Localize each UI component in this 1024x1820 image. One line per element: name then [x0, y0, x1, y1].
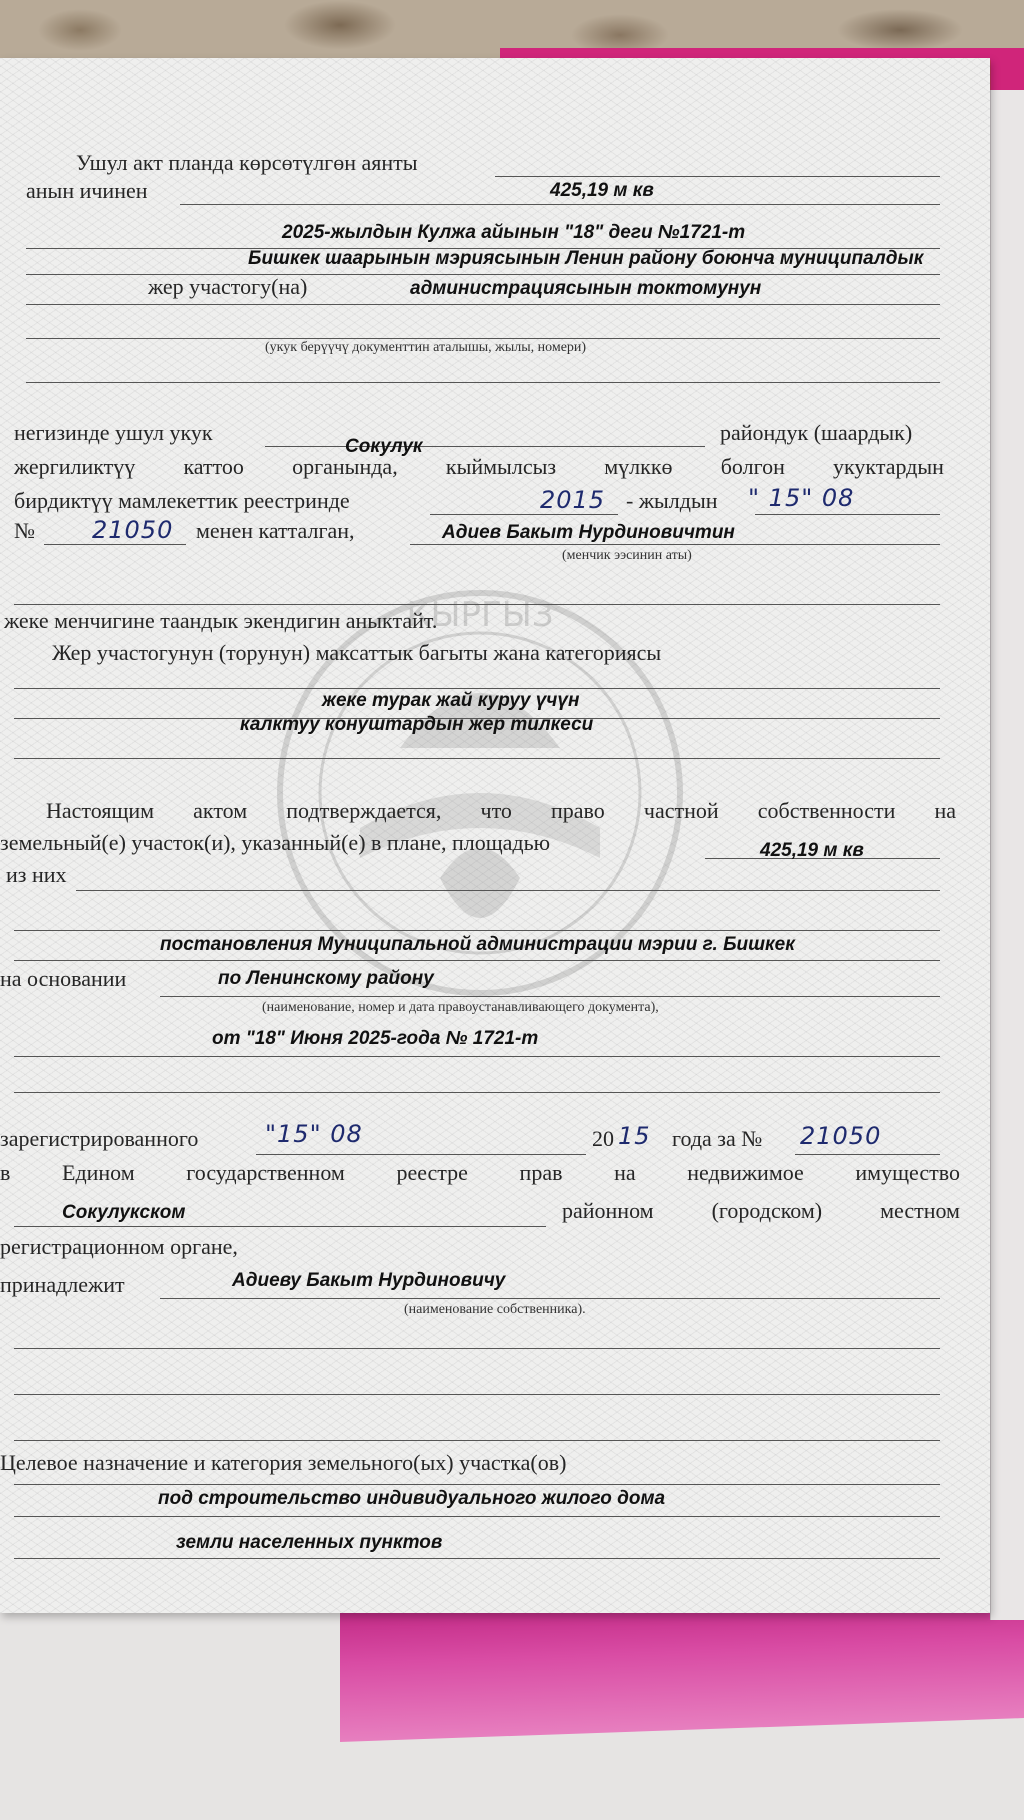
kg-of-them-label: анын ичинен [26, 178, 148, 203]
kg-word: кыймылсыз [445, 454, 557, 479]
kg-word: болгон [720, 454, 785, 479]
certificate-page [0, 58, 990, 1613]
ru-word: районном [562, 1198, 654, 1223]
ru-purpose-line-1 [14, 1484, 940, 1485]
ru-line-decree [14, 960, 940, 961]
kg-number-prefix: № [14, 518, 35, 543]
ru-purpose-line2: земли населенных пунктов [176, 1532, 443, 1553]
ru-purpose-title: Целевое назначение и категория земельного(ых) участка(ов) [0, 1450, 567, 1475]
ru-line-blank-2 [14, 1092, 940, 1093]
kg-area-value: 425,19 м кв [550, 180, 654, 201]
ru-word: недвижимое [687, 1160, 804, 1185]
ru-district-value: Сокулукском [62, 1202, 186, 1223]
ru-reg-year-handwritten: 15 [618, 1122, 651, 1150]
kg-ownership-confirm: жеке менчигине таандык экендигин аныктайт. [4, 608, 438, 633]
ru-word: реестре [396, 1160, 468, 1185]
kg-area-line [495, 176, 940, 177]
kg-line-7 [26, 382, 940, 383]
kg-purpose-line2: калктуу конуштардын жер тилкеси [240, 714, 594, 735]
next-page-edge [990, 90, 1024, 1620]
ru-registered-prefix: зарегистрированного [0, 1126, 199, 1151]
ru-plot-line: земельный(е) участок(и), указанный(е) в плане, площадью [0, 830, 551, 855]
kg-line-blank [14, 604, 940, 605]
kg-district-line [265, 446, 705, 447]
ru-word: (городском) [711, 1198, 823, 1223]
kg-line-6 [26, 338, 940, 339]
ru-owner-line [160, 1298, 940, 1299]
kg-purpose-line1: жеке турак жай куруу үчүн [322, 690, 580, 711]
ru-word: подтверждается, [286, 798, 442, 823]
ru-word: в [0, 1160, 11, 1185]
kg-line-5 [26, 304, 940, 305]
kg-date-handwritten: " 15" 08 [748, 484, 855, 512]
ru-line-blank-1 [14, 930, 940, 931]
kg-date-line [755, 514, 940, 515]
kg-district-value: Сокулук [345, 436, 423, 457]
ru-reg-year-prefix: 20 [592, 1126, 614, 1151]
ru-decree-line3: от "18" Июня 2025-года № 1721-т [212, 1028, 539, 1049]
kg-word: укуктардын [833, 454, 944, 479]
ru-decree-line2: по Ленинскому району [218, 968, 434, 989]
ru-word: Едином [62, 1160, 135, 1185]
kg-year-handwritten: 2015 [540, 486, 606, 514]
kg-registry-words [14, 454, 944, 480]
kg-basis-suffix: райондук (шаардык) [720, 420, 913, 445]
ru-reg-date-line [256, 1154, 586, 1155]
ru-decree-line1: постановления Муниципальной администрации мэрии г. Бишкек [160, 934, 795, 955]
kg-year-suffix: - жылдын [626, 488, 718, 513]
kg-of-them-line [180, 204, 940, 205]
kg-land-label: жер участогу(на) [148, 274, 308, 299]
ru-line-blank-3 [14, 1348, 940, 1349]
kg-word: мүлккө [604, 454, 673, 479]
ru-act-words [46, 798, 956, 824]
kg-decree-line1: 2025-жылдын Кулжа айынын "18" деги №1721-т [282, 222, 746, 243]
kg-registered-with: менен катталган, [196, 518, 355, 543]
kg-owner-line [410, 544, 940, 545]
ru-line-blank-5 [14, 1440, 940, 1441]
ru-word: на [934, 798, 956, 823]
ru-registry-words [0, 1160, 960, 1186]
kg-decree-line3: администрациясынын токтомунун [410, 278, 762, 299]
kg-owner-caption: (менчик ээсинин аты) [562, 548, 692, 563]
kg-word: органында, [292, 454, 398, 479]
kg-number-handwritten: 21050 [92, 516, 174, 544]
ru-reg-number-label: года за № [672, 1126, 763, 1151]
kg-area-label: Ушул акт планда көрсөтүлгөн аянты [76, 150, 418, 175]
ru-word: что [480, 798, 512, 823]
ru-owner-name: Адиеву Бакыт Нурдиновичу [232, 1270, 506, 1291]
ru-basis-prefix: на основании [0, 966, 127, 991]
ru-line-decree-date [14, 1056, 940, 1057]
kg-decree-line2: Бишкек шаарынын мэриясынын Ленин району боюнча муниципалдык [248, 248, 924, 269]
ru-doc-caption: (наименование, номер и дата правоустанавливающего документа), [262, 1000, 659, 1015]
ru-word: собственности [757, 798, 896, 823]
ru-area-value: 425,19 м кв [760, 840, 864, 861]
kg-word: каттоо [183, 454, 244, 479]
kg-purpose-line-3 [14, 758, 940, 759]
ru-district-words [562, 1198, 960, 1224]
ru-word: прав [519, 1160, 563, 1185]
ru-owner-caption: (наименование собственника). [404, 1302, 586, 1317]
ru-belongs-prefix: принадлежит [0, 1272, 125, 1297]
ru-reg-number-line [795, 1154, 940, 1155]
kg-owner-name: Адиев Бакыт Нурдиновичтин [442, 522, 735, 543]
kg-purpose-title: Жер участогунун (торунун) максаттык багыты жана категориясы [52, 640, 662, 665]
ru-line-blank-4 [14, 1394, 940, 1395]
emblem-text: КЫРГЫЗ [406, 595, 554, 635]
ru-word: государственном [186, 1160, 345, 1185]
ru-of-them: из них [6, 862, 67, 887]
ru-word: право [551, 798, 605, 823]
ru-purpose-line-2 [14, 1516, 940, 1517]
ru-word: Настоящим [46, 798, 155, 823]
kg-purpose-line-1 [14, 688, 940, 689]
ru-district-line [14, 1226, 546, 1227]
kg-registry-line: бирдиктүү мамлекеттик реестринде [14, 488, 350, 513]
ru-reg-number-handwritten: 21050 [800, 1122, 882, 1150]
kg-basis-prefix: негизинде ушул укук [14, 420, 213, 445]
ru-of-them-line [76, 890, 940, 891]
ru-word: имущество [855, 1160, 960, 1185]
ru-reg-day-handwritten: "15" 08 [265, 1120, 363, 1148]
ru-word: местном [880, 1198, 960, 1223]
ru-word: частной [643, 798, 719, 823]
kg-number-line [44, 544, 186, 545]
ru-word: актом [193, 798, 248, 823]
kg-year-line [430, 514, 618, 515]
ru-basis-line [160, 996, 940, 997]
kg-word: жергиликтүү [14, 454, 136, 479]
kg-doc-caption: (укук берүүчү документтин аталышы, жылы, номери) [265, 340, 587, 355]
ru-word: на [614, 1160, 636, 1185]
ru-purpose-line-3 [14, 1558, 940, 1559]
ru-purpose-line1: под строительство индивидуального жилого дома [158, 1488, 666, 1509]
ru-reg-organ: регистрационном органе, [0, 1234, 238, 1259]
